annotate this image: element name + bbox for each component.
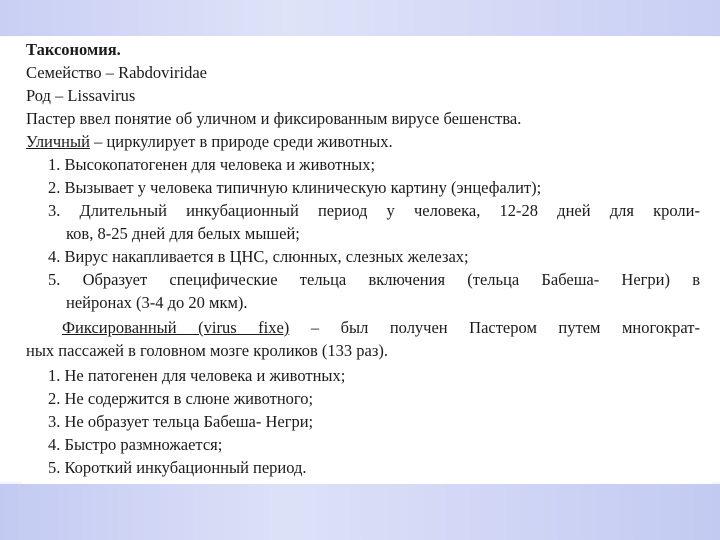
intro-paragraph: Пастер ввел понятие об уличном и фиксированным вирусе бешенства. [26, 109, 522, 128]
page-title: Таксономия. [26, 40, 121, 59]
slide-top-band [0, 0, 720, 36]
fixed-virus-term: Фиксированный (virus fixe) [62, 318, 290, 337]
fixed-item: 3. Не образует тельца Бабеша- Негри; [48, 412, 314, 431]
street-item-continuation: нейронах (3-4 до 20 мкм). [66, 293, 248, 312]
family-line: Семейство – Rabdoviridae [26, 63, 207, 82]
street-item: 1. Высокопатогенен для человека и животных; [48, 155, 376, 174]
street-virus-definition: – циркулирует в природе среди животных. [89, 132, 393, 151]
street-item: 5. Образует специфические тельца включения (тельца Бабеша- Негри) в [48, 270, 700, 289]
fixed-item: 2. Не содержится в слюне животного; [48, 389, 314, 408]
slide-bottom-band [0, 484, 720, 540]
fixed-item: 4. Быстро размножается; [48, 435, 223, 454]
fixed-virus-continuation: ных пассажей в головном мозге кроликов (133 раз). [26, 341, 388, 360]
fixed-virus-heading [62, 318, 700, 338]
street-virus-heading [26, 132, 393, 152]
fixed-item: 5. Короткий инкубационный период. [48, 458, 307, 477]
street-virus-term: Уличный [26, 132, 90, 151]
street-item: 3. Длительный инкубационный период у человека, 12-28 дней для кроли- [48, 201, 700, 220]
genus-line: Род – Lissavirus [26, 86, 136, 105]
street-item: 2. Вызывает у человека типичную клиническую картину (энцефалит); [48, 178, 542, 197]
scanned-page [22, 36, 712, 484]
street-item-continuation: ков, 8-25 дней для белых мышей; [66, 224, 300, 243]
fixed-item: 1. Не патогенен для человека и животных; [48, 366, 346, 385]
fixed-virus-definition: – был получен Пастером путем многократ- [289, 318, 700, 337]
street-item: 4. Вирус накапливается в ЦНС, слюнных, слезных железах; [48, 247, 469, 266]
